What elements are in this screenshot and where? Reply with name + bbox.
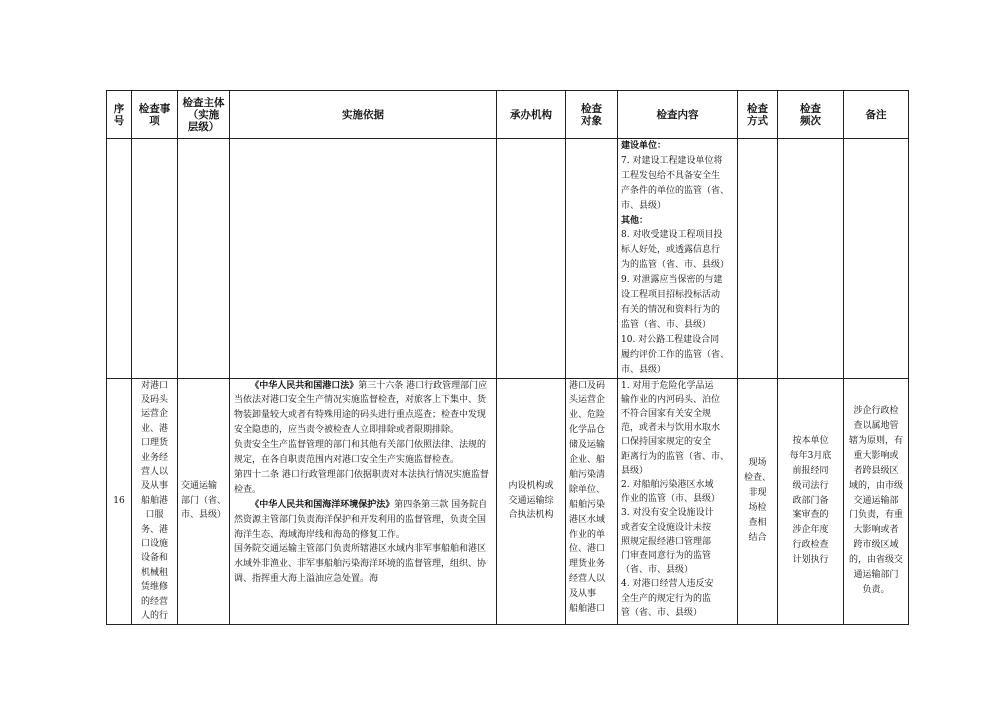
cell-empty-item (132, 139, 178, 379)
cell-empty-basis (230, 139, 497, 379)
cell-empty-frequency (778, 139, 844, 379)
cell-empty-method (738, 139, 778, 379)
cell-target: 港口及码 头运营企 业、危险 化学品仓 储及运输 企业、船 舶污染清 除单位、 船舶污染 港区水域 作业的单 位、港口 理货业务 经营人以 及从事 船舶港口 (566, 378, 618, 624)
content-line: 监管（省、市、县级） (621, 319, 712, 330)
basis-paragraph: 国务院交通运输主管部门负责所辖港区水域内非军事船舶和港区水域外非渔业、非军事船舶污染海洋环境的监督管理，组织、协调、指挥重大海上溢油应急处置。海 (234, 544, 487, 585)
header-item: 检查事 项 (132, 91, 178, 139)
content-line: 9. 对泄露应当保密的与建 (621, 275, 723, 286)
content-line: 标人好处，或透露信息行 (621, 245, 721, 256)
cell-content-continued (618, 139, 738, 379)
content-line: 为的监管（省、市、县级） (621, 260, 730, 271)
basis-paragraph: 《中华人民共和国海洋环境保护法》第四条第三款 国务院自然资源主管部门负责海洋保护和开发利用的监督管理，负责全国海洋生态、海域海岸线和海岛的修复工作。 (234, 499, 488, 540)
cell-seq: 16 (107, 378, 132, 624)
content-line: 其他： (621, 215, 649, 226)
cell-empty-seq (107, 139, 132, 379)
cell-subject: 交通运输 部门（省、 市、县级） (178, 378, 230, 624)
cell-remark: 涉企行政检 查以属地管 辖为原则，有 重大影响或 者跨县级区 域的，由市级 交通运输部 门负责，有重 大影响或者 跨市级区域 的，由省级交 通运输部门 负责。 (844, 378, 909, 624)
cell-content: 1. 对用于危险化学品运 输作业的内河码头、泊位 不符合国家有关安全规 范，或者未与饮用水取水 口保持国家规定的安全 距离行为的监管（省、市、 县级） 2. 对船舶污染港区水域 作业的监管（市、县级） 3. 对没有安全设施设计 或者安全设施设计未按 照规定报经港口管理部 门审查同意行为的监管 （省、市、县级） 4. 对港口经营人违反安 全生产的规定行为的监 管（省、市、县级） (618, 378, 738, 624)
header-agency: 承办机构 (497, 91, 566, 139)
basis-paragraph: 《中华人民共和国港口法》第三十六条 港口行政管理部门应当依法对港口安全生产情况实施监督检查，对旅客上下集中、货物装卸量较大或者有特殊用途的码头进行重点巡查；检查中发现安全隐患的，应当责令被检查人立即排除或者限期排除。 (234, 380, 488, 436)
content-line: 有关的情况和资料行为的 (621, 304, 721, 315)
basis-paragraph: 第四十二条 港口行政管理部门依据职责对本法执行情况实施监督检查。 (234, 469, 489, 495)
content-line: 设工程项目招标投标活动 (621, 290, 721, 301)
cell-item: 对港口 及码头 运营企 业、港 口理货 业务经 营人以 及从事 船舶港 口服 务、港 口设施 设备和 机械租 赁维修 的经营 人的行 (132, 378, 178, 624)
cell-empty-agency (497, 139, 566, 379)
inspection-table (106, 90, 909, 625)
header-subject: 检查主体 （实施 层级） (178, 91, 230, 139)
table-row-16 (107, 378, 909, 624)
cell-method: 现场 检查、 非现 场检 查相 结合 (738, 378, 778, 624)
header-frequency: 检查 频次 (778, 91, 844, 139)
cell-agency: 内设机构或 交通运输综 合执法机构 (497, 378, 566, 624)
header-row (107, 91, 909, 139)
content-line: 7. 对建设工程建设单位将 (621, 155, 723, 166)
content-line: 建设单位： (621, 141, 667, 151)
basis-paragraph: 负责安全生产监督管理的部门和其他有关部门依照法律、法规的规定，在各自职责范围内对港口安全生产实施监督检查。 (234, 440, 487, 466)
cell-frequency: 按本单位 每年3月底 前报经同 级司法行 政部门备 案审查的 涉企年度 行政检查 计划执行 (778, 378, 844, 624)
header-content: 检查内容 (618, 91, 738, 139)
cell-empty-subject (178, 139, 230, 379)
header-method: 检查 方式 (738, 91, 778, 139)
content-line: 履约评价工作的监管（省、 (621, 349, 730, 360)
header-remark: 备注 (844, 91, 909, 139)
cell-empty-remark (844, 139, 909, 379)
content-line: 市、县级） (621, 200, 667, 211)
header-basis: 实施依据 (230, 91, 497, 139)
cell-basis (230, 378, 497, 624)
content-line: 8. 对收受建设工程项目投 (621, 230, 723, 241)
content-line: 市、县级） (621, 364, 667, 375)
cell-empty-target (566, 139, 618, 379)
header-seq: 序 号 (107, 91, 132, 139)
table-row-continued (107, 139, 909, 379)
content-line: 工程发包给不具备安全生 (621, 170, 721, 181)
content-line: 10. 对公路工程建设合同 (621, 334, 720, 345)
header-target: 检查 对象 (566, 91, 618, 139)
content-line: 产条件的单位的监管（省、 (621, 185, 730, 196)
